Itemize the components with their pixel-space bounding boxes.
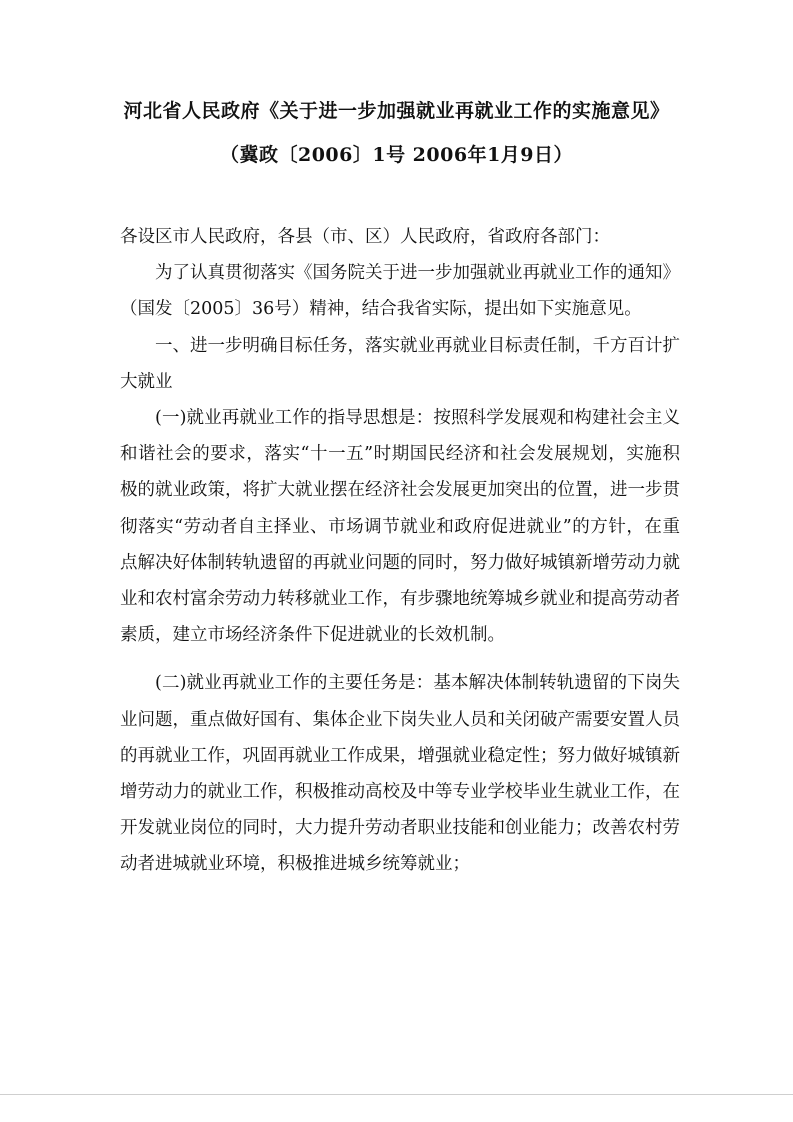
paragraph-main-tasks: (二)就业再就业工作的主要任务是：基本解决体制转轨遗留的下岗失业问题，重点做好国有、集体企业下岗失业人员和关闭破产需要安置人员的再就业工作，巩固再就业工作成果，增强就业稳定性；努力做好城镇新增劳动力的就业工作，积极推动高校及中等专业学校毕业生就业工作，在开发就业岗位的同时，大力提升劳动者职业技能和创业能力；改善农村劳动者进城就业环境，积极推进城乡统筹就业；	[120, 673, 680, 875]
paragraph-intro: 为了认真贯彻落实《国务院关于进一步加强就业再就业工作的通知》（国发〔2005〕36号）精神，结合我省实际，提出如下实施意见。	[120, 263, 680, 320]
salutation: 各设区市人民政府，各县（市、区）人民政府，省政府各部门：	[120, 227, 610, 247]
section-heading-1: 一、进一步明确目标任务，落实就业再就业目标责任制，千方百计扩大就业	[120, 335, 680, 392]
document-body	[120, 219, 680, 883]
document-title: 河北省人民政府《关于进一步加强就业再就业工作的实施意见》	[123, 100, 670, 122]
document-number: （冀政〔2006〕1号 2006年1月9日）	[219, 144, 574, 166]
paragraph-guiding-ideology: (一)就业再就业工作的指导思想是：按照科学发展观和构建社会主义和谐社会的要求，落实“十一五”时期国民经济和社会发展规划，实施积极的就业政策，将扩大就业摆在经济社会发展更加突出的位置，进一步贯彻落实“劳动者自主择业、市场调节就业和政府促进就业”的方针，在重点解决好体制转轨遗留的再就业问题的同时，努力做好城镇新增劳动力就业和农村富余劳动力转移就业工作，有步骤地统筹城乡就业和提高劳动者素质，建立市场经济条件下促进就业的长效机制。	[120, 408, 680, 646]
page-bottom-rule	[0, 1094, 793, 1095]
